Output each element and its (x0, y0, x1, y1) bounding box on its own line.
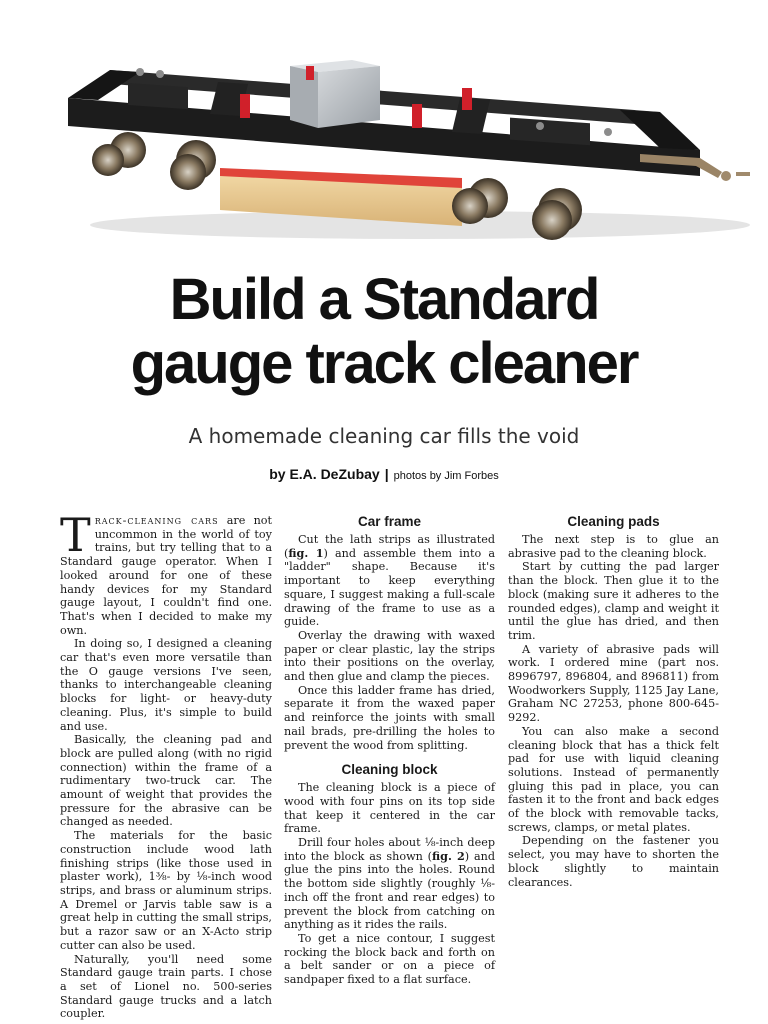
text: ) and assemble them into a "ladder" shape. Because it's important to keep everything square, I suggest making a full-scale drawing of the frame to use as a guide. (284, 546, 495, 629)
metal-weight (290, 60, 380, 128)
byline-photo-credit: photos by Jim Forbes (393, 470, 499, 482)
section-heading-cleaning-block: Cleaning block (341, 762, 438, 778)
track-cleaner-photo (0, 0, 768, 250)
paragraph: Depending on the fastener you select, you may have to shorten the block slightly to maintain clearances. (508, 834, 719, 889)
frame-end-right (620, 110, 700, 150)
paragraph: A variety of abrasive pads will work. I ordered mine (part nos. 8996797, 896804, and 896811) from Woodworkers Supply, 1125 Jay Lane, Graham NC 27253, phone 800-645-9292. (508, 642, 719, 725)
paragraph: In doing so, I designed a cleaning car that's even more versatile than the O gauge versions I've seen, thanks to interchangeable cleaning blocks for light- or heavy-duty cleaning. Plus, it's simple to build and use. (60, 637, 272, 733)
paragraph: Basically, the cleaning pad and block are pulled along (with no rigid connection) within the frame of a rudimentary two-truck car. The amount of weight that provides the pressure for the abrasive can be changed as needed. (60, 733, 272, 829)
drop-cap: T (60, 508, 91, 562)
paragraph: To get a nice contour, I suggest rocking the block back and forth on a belt sander or on a piece of sandpaper fixed to a flat surface. (284, 931, 495, 987)
column-2 (284, 514, 495, 987)
paragraph (284, 836, 495, 932)
paragraph: Once this ladder frame has dried, separate it from the waxed paper and reinforce the joints with small nail brads, pre-drilling the holes to prevent the wood from splitting. (284, 683, 495, 752)
paragraph: The materials for the basic construction include wood lath finishing strips (like those used in plaster work), 1⅜- by ⅛-inch wood strips, and brass or aluminum strips. A Dremel or Jarvis table saw is a great help in cutting the small strips, but a razor saw or an X-Acto strip cutter can also be used. (60, 829, 272, 952)
paragraph (284, 533, 495, 629)
text: ) and glue the pins into the holes. Round the bottom side slightly (roughly ⅛-inch off the front and rear edges) to prevent the block from catching on anything as it rides the rails. (284, 849, 495, 932)
intro-paragraph (60, 508, 272, 637)
paragraph: The cleaning block is a piece of wood with four pins on its top side that keep it centered in the car frame. (284, 781, 495, 836)
section-heading-car-frame: Car frame (357, 514, 422, 529)
column-1 (60, 508, 272, 1021)
title-line-2: gauge track cleaner (130, 331, 638, 396)
figure-reference: fig. 2 (432, 848, 465, 863)
intro-text: are not uncommon in the world of toy trains, but try telling that to a Standard gauge operator. When I looked around for one of these handy devices for my Standard gauge layout, I couldn't find one. That's when I decided to make my own. (60, 514, 272, 637)
section-heading-cleaning-pads: Cleaning pads (567, 514, 660, 529)
paragraph: Start by cutting the pad larger than the block. Then glue it to the block (making sure it adheres to the rounded edges), clamp and weight it until the glue has dried, and then trim. (508, 560, 719, 642)
article-subtitle: A homemade cleaning car fills the void (188, 424, 580, 448)
figure-reference: fig. 1 (288, 545, 324, 560)
title-line-1: Build a Standard (169, 267, 599, 332)
paragraph: The next step is to glue an abrasive pad to the cleaning block. (508, 533, 719, 560)
paragraph: Overlay the drawing with waxed paper or clear plastic, lay the strips into their positions on the overlay, and then glue and clamp the pieces. (284, 628, 495, 684)
byline-author: by E.A. DeZubay (269, 466, 380, 482)
paragraph: You can also make a second cleaning block that has a thick felt pad for use with liquid cleaning solutions. Instead of permanently gluing this pad in place, you can fasten it to the front and back edges of the block with removable tacks, screws, clamps, or metal plates. (508, 724, 719, 834)
paragraph: Naturally, you'll need some Standard gauge train parts. I chose a set of Lionel no. 500-series Standard gauge trucks and a latch coupler. (60, 952, 272, 1021)
byline (0, 466, 768, 482)
text: Drill four holes about ⅛-inch deep into the block as shown ( (284, 836, 495, 863)
column-3 (508, 514, 719, 889)
article-title (0, 268, 768, 396)
lead-in: rack-cleaning cars (94, 514, 219, 527)
text: Cut the lath strips as illustrated ( (284, 533, 495, 560)
truck-bolster (128, 83, 188, 109)
byline-separator: | (384, 466, 389, 482)
